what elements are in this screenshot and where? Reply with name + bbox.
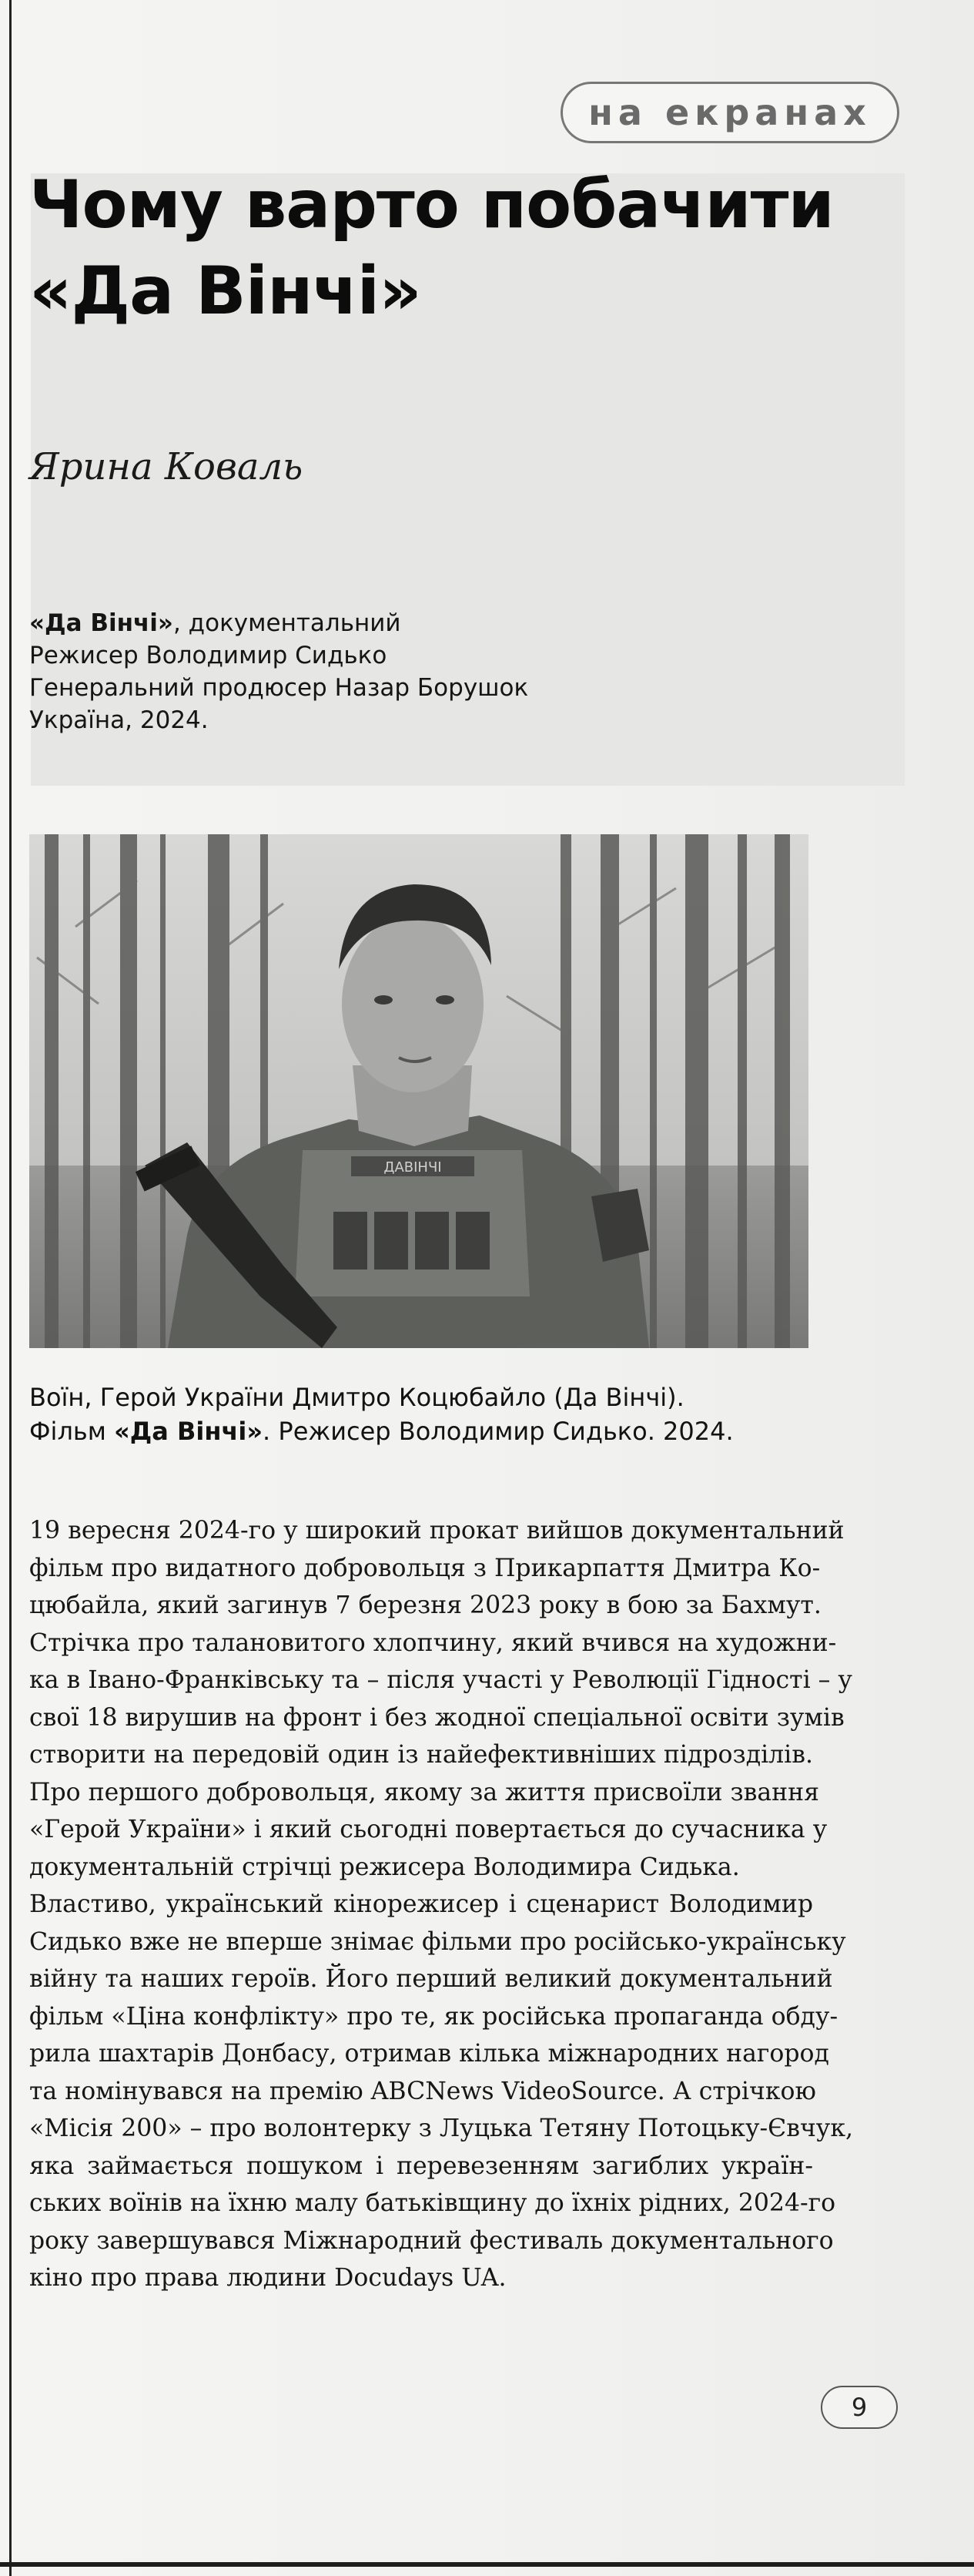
body-line: Про першого добровольця, якому за життя присвоїли звання bbox=[29, 1778, 820, 1806]
credits-director: Режисер Володимир Сидько bbox=[29, 642, 387, 669]
body-line: року завершувався Міжнародний фестиваль документального bbox=[29, 2226, 834, 2255]
bottom-edge-rule bbox=[0, 2562, 974, 2567]
caption-suffix: . Режисер Володимир Сидько. 2024. bbox=[263, 1417, 734, 1446]
caption-film-title: «Да Вінчі» bbox=[114, 1417, 263, 1446]
article-body bbox=[29, 1512, 854, 2297]
credits-film-type: , документальний bbox=[172, 609, 401, 637]
section-label: на екранах bbox=[561, 82, 899, 143]
body-line: створити на передовій один із найефективніших підрозділів. bbox=[29, 1741, 813, 1769]
title-line-2: «Да Вінчі» bbox=[29, 253, 421, 330]
vest-patch-text: ДАВІНЧІ bbox=[383, 1159, 442, 1176]
body-line: фільм «Ціна конфлікту» про те, як російська пропаганда обду- bbox=[29, 2002, 838, 2031]
photo-caption bbox=[29, 1380, 734, 1448]
body-line: війну та наших героїв. Його перший великий документальний bbox=[29, 1965, 833, 1993]
title-line-1: Чому варто побачити bbox=[29, 166, 834, 243]
body-line: свої 18 вирушив на фронт і без жодної спеціальної освіти зумів bbox=[29, 1703, 845, 1732]
credits-producer: Генеральний продюсер Назар Борушок bbox=[29, 674, 529, 702]
body-line: ських воїнів на їхню малу батьківщину до їхніх рідних, 2024-го bbox=[29, 2189, 836, 2217]
body-line: кіно про права людини Docudays UA. bbox=[29, 2264, 507, 2292]
body-line: рила шахтарів Донбасу, отримав кілька міжнародних нагород bbox=[29, 2040, 829, 2068]
credits-film-line bbox=[29, 607, 528, 639]
body-line: яка займається пошуком і перевезенням загиблих україн- bbox=[29, 2152, 813, 2180]
page-number: 9 bbox=[821, 2386, 898, 2429]
body-line: цюбайла, який загинув 7 березня 2023 року в бою за Бахмут. bbox=[29, 1592, 822, 1619]
photo-illustration bbox=[29, 834, 808, 1348]
body-line: ка в Івано-Франківську та – після участі у Революції Гідності – у bbox=[29, 1666, 852, 1694]
body-line: Властиво, український кінорежисер і сценарист Володимир bbox=[29, 1890, 813, 1918]
paragraph-1 bbox=[29, 1512, 852, 1886]
soldier-portrait-photo bbox=[29, 834, 808, 1348]
body-line: Стрічка про талановитого хлопчину, який вчився на художни- bbox=[29, 1628, 837, 1657]
body-line: 19 вересня 2024-го у широкий прокат вийшов документальний bbox=[29, 1517, 845, 1545]
body-line: «Місія 200» – про волонтерку з Луцька Тетяну Потоцьку-Євчук, bbox=[29, 2115, 854, 2142]
body-line: Сидько вже не вперше знімає фільми про російсько-українську bbox=[29, 1927, 846, 1956]
article-author: Ярина Коваль bbox=[29, 445, 303, 488]
credits-country-year: Україна, 2024. bbox=[29, 706, 209, 734]
left-margin-rule bbox=[9, 0, 12, 2576]
body-line: фільм про видатного добровольця з Прикарпаття Дмитра Ко- bbox=[29, 1554, 821, 1582]
caption-prefix: Фільм bbox=[29, 1417, 115, 1446]
credits-film-title: «Да Вінчі» bbox=[29, 609, 173, 637]
caption-line-2 bbox=[29, 1414, 734, 1448]
article-title bbox=[29, 162, 876, 334]
body-line: та номінувався на премію ABCNews VideoSource. А стрічкою bbox=[29, 2077, 816, 2105]
paragraph-2 bbox=[29, 1886, 854, 2297]
caption-line-1: Воїн, Герой України Дмитро Коцюбайло (Да Вінчі). bbox=[29, 1383, 684, 1412]
film-credits bbox=[29, 607, 528, 736]
body-line: «Герой України» і який сьогодні повертається до сучасника у bbox=[29, 1816, 828, 1843]
body-line: документальній стрічці режисера Володимира Сидька. bbox=[29, 1853, 740, 1881]
